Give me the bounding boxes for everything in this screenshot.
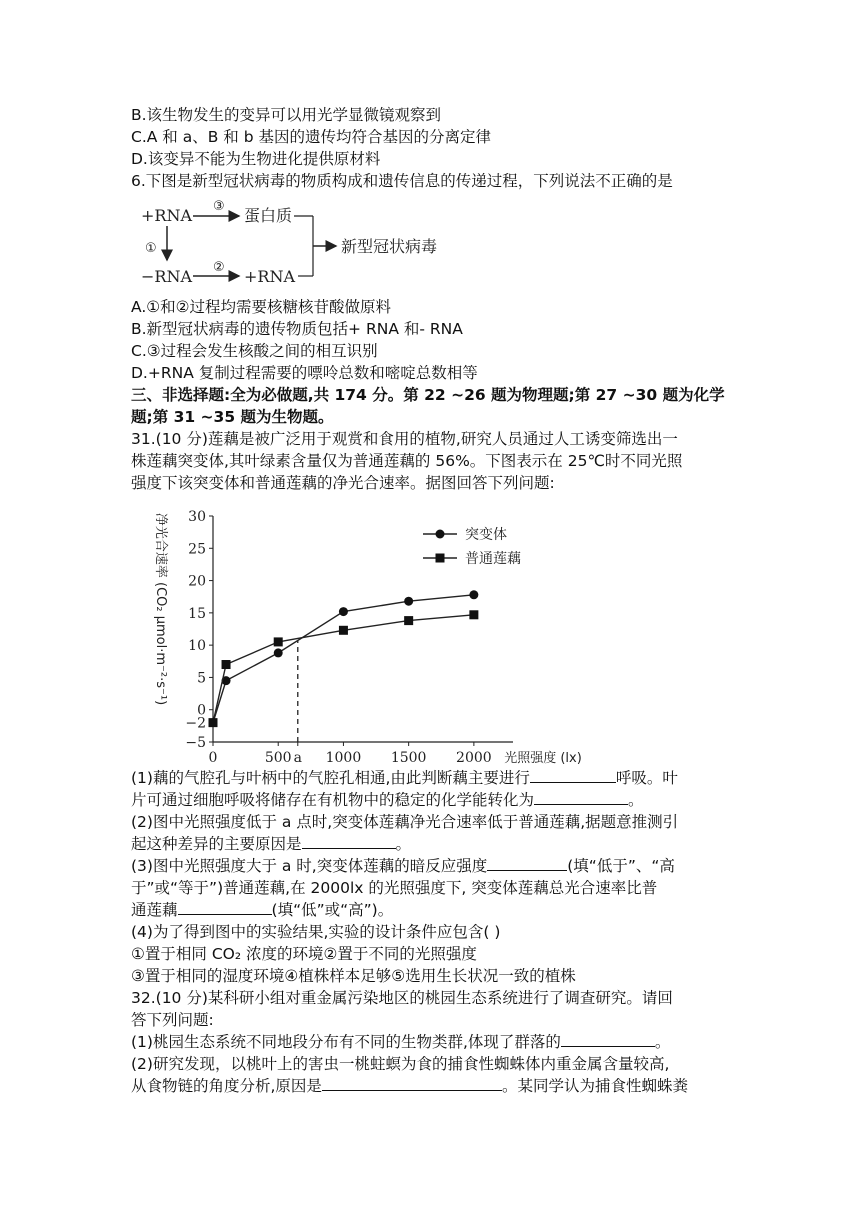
x-tick-label: 2000 — [456, 750, 492, 766]
q31-part4-options2: ③置于相同的湿度环境④植株样本足够⑤选用生长状况一致的植株 — [131, 967, 576, 985]
legend-marker-circle — [436, 530, 445, 539]
option-b-q6: B.新型冠状病毒的遗传物质包括+ RNA 和- RNA — [131, 320, 463, 338]
q31-part1b-text: 片可通过细胞呼吸将储存在有机物中的稳定的化学能转化为 — [131, 791, 535, 809]
q32-part2-suffix: 。某同学认为捕食性蜘蛛粪 — [501, 1077, 688, 1095]
q31-part3-text: (3)图中光照强度大于 a 时,突变体莲藕的暗反应强度 — [131, 857, 488, 875]
series-point-normal — [339, 626, 348, 635]
q31-part3-suffix: (填“低于”、“高 — [567, 857, 675, 875]
diagram-virus: 新型冠状病毒 — [341, 237, 438, 256]
series-point-mutant — [469, 590, 478, 599]
q31-part2-suffix: 。 — [395, 835, 412, 853]
legend-label: 突变体 — [465, 527, 507, 543]
diagram-protein: 蛋白质 — [244, 206, 293, 225]
answer-blank-3[interactable] — [302, 833, 396, 849]
y-axis-label: 净光合速率 (CO₂ μmol·m⁻²·s⁻¹) — [153, 512, 168, 706]
section-heading-line1: 三、非选择题:全为必做题,共 174 分。第 22 ~26 题为物理题;第 27 ~30 题为化学 — [131, 386, 725, 404]
legend-marker-square — [436, 554, 445, 563]
answer-blank-7[interactable] — [322, 1075, 502, 1091]
q31-part3-line1 — [131, 855, 675, 877]
y-tick-label: 15 — [188, 605, 206, 622]
option-a-q6: A.①和②过程均需要核糖核苷酸做原料 — [131, 298, 392, 316]
diagram-step-3: ③ — [213, 199, 225, 214]
q31-part3-line2: 于”或“等于”)普通莲藕,在 2000lx 的光照强度下, 突变体莲藕总光合速率比普 — [131, 879, 658, 897]
option-b-q5: B.该生物发生的变异可以用光学显微镜观察到 — [131, 106, 442, 124]
series-point-normal — [469, 610, 478, 619]
y-tick-label: 30 — [188, 509, 206, 525]
answer-blank-5[interactable] — [178, 899, 272, 915]
q31-part4-options1: ①置于相同 CO₂ 浓度的环境②置于不同的光照强度 — [131, 945, 477, 963]
q31-part2-line2 — [131, 833, 411, 855]
answer-blank-2[interactable] — [534, 789, 628, 805]
question-32-line2: 答下列问题: — [131, 1011, 214, 1029]
y-tick-label: 20 — [188, 573, 206, 590]
q31-part1-line2 — [131, 789, 644, 811]
x-tick-label: 500 — [264, 750, 292, 766]
series-point-mutant — [339, 607, 348, 616]
x-tick-label: 1500 — [390, 750, 427, 766]
series-point-normal — [209, 718, 218, 727]
y-tick-label: 10 — [188, 638, 206, 655]
option-d-q6: D.+RNA 复制过程需要的嘌呤总数和嘧啶总数相等 — [131, 364, 478, 382]
q32-part1-text: (1)桃园生态系统不同地段分布有不同的生物类群,体现了群落的 — [131, 1033, 561, 1051]
q31-part3c-text: 通莲藕 — [131, 901, 178, 919]
diagram-step-2: ② — [213, 260, 225, 275]
x-axis-label: 光照强度 (lx) — [504, 751, 582, 766]
series-point-mutant — [274, 648, 283, 657]
y-tick-label: −2 — [185, 715, 206, 732]
question-31-line2: 株莲藕突变体,其叶绿素含量仅为普通莲藕的 56%。下图表示在 25℃时不同光照 — [131, 452, 683, 470]
x-tick-label: a — [293, 750, 302, 766]
option-c-q6: C.③过程会发生核酸之间的相互识别 — [131, 342, 378, 360]
question-32-line1: 32.(10 分)某科研小组对重金属污染地区的桃园生态系统进行了调查研究。请回 — [131, 989, 673, 1007]
x-tick-label: 0 — [208, 750, 218, 766]
y-tick-label: 0 — [197, 702, 206, 719]
q31-part1-line1 — [131, 767, 678, 789]
diagram-plus-rna-top: +RNA — [141, 206, 193, 225]
q31-part4: (4)为了得到图中的实验结果,实验的设计条件应包含( ) — [131, 923, 501, 941]
diagram-step-1: ① — [145, 241, 157, 256]
q32-part2-text: 从食物链的角度分析,原因是 — [131, 1077, 322, 1095]
q31-part1-text: (1)藕的气腔孔与叶柄中的气腔孔相通,由此判断藕主要进行 — [131, 769, 530, 787]
q31-part2-line1: (2)图中光照强度低于 a 点时,突变体莲藕净光合速率低于普通莲藕,据题意推测引 — [131, 813, 679, 831]
answer-blank-6[interactable] — [561, 1031, 655, 1047]
y-tick-label: 25 — [188, 541, 206, 558]
photosynthesis-chart — [140, 498, 600, 770]
q32-part1 — [131, 1031, 670, 1053]
legend-label: 普通莲藕 — [465, 551, 521, 567]
y-tick-label: −5 — [185, 735, 206, 751]
series-point-normal — [222, 660, 231, 669]
question-31-line3: 强度下该突变体和普通莲藕的净光合速率。据图回答下列问题: — [131, 474, 555, 492]
question-31-line1: 31.(10 分)莲藕是被广泛用于观赏和食用的植物,研究人员通过人工诱变筛选出一 — [131, 430, 678, 448]
diagram-minus-rna: −RNA — [141, 267, 193, 286]
rna-flow-diagram — [131, 196, 471, 296]
q31-part3c-suffix: (填“低”或“高”)。 — [271, 901, 394, 919]
answer-blank-1[interactable] — [530, 767, 616, 783]
series-point-normal — [404, 616, 413, 625]
answer-blank-4[interactable] — [487, 855, 567, 871]
q31-part3-line3 — [131, 899, 393, 921]
q32-part2-line2 — [131, 1075, 688, 1097]
series-point-normal — [274, 637, 283, 646]
q31-part2-text: 起这种差异的主要原因是 — [131, 835, 302, 853]
x-tick-label: 1000 — [325, 750, 362, 766]
q32-part2-line1: (2)研究发现，以桃叶上的害虫一桃蛀螟为食的捕食性蜘蛛体内重金属含量较高, — [131, 1055, 670, 1073]
question-6-stem: 6.下图是新型冠状病毒的物质构成和遗传信息的传递过程，下列说法不正确的是 — [131, 172, 673, 190]
q31-part1-suffix: 呼吸。叶 — [615, 769, 678, 787]
option-c-q5: C.A 和 a、B 和 b 基因的遗传均符合基因的分离定律 — [131, 128, 491, 146]
y-tick-label: 5 — [197, 670, 206, 687]
section-heading-line2: 题;第 31 ~35 题为生物题。 — [131, 408, 334, 426]
option-d-q5: D.该变异不能为生物进化提供原材料 — [131, 150, 381, 168]
series-point-mutant — [404, 597, 413, 606]
q32-part1-suffix: 。 — [654, 1033, 671, 1051]
diagram-plus-rna-bottom: +RNA — [244, 267, 296, 286]
q31-part1b-suffix: 。 — [628, 791, 644, 809]
